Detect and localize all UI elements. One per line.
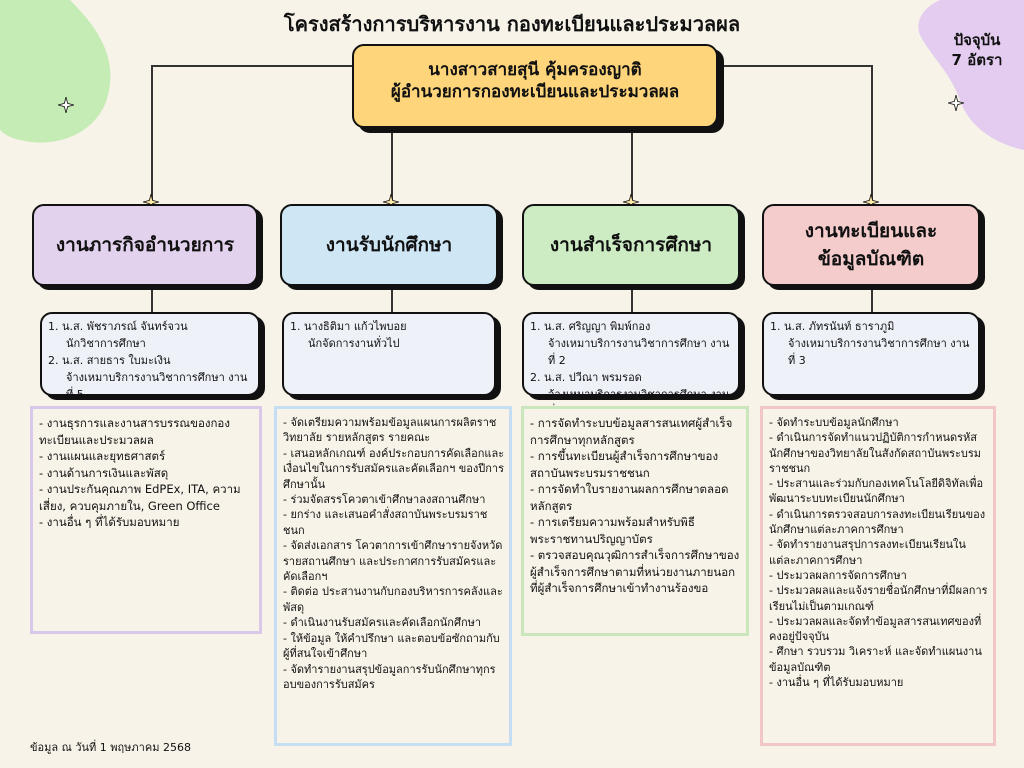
- connector-line: [151, 65, 352, 67]
- task-item: - การเตรียมความพร้อมสำหรับพิธีพระราชทานปริญญาบัตร: [530, 515, 695, 546]
- task-item: - งานอื่น ๆ ที่ได้รับมอบหมาย: [39, 515, 180, 529]
- dept-name: งานภารกิจอำนวยการ: [55, 234, 235, 256]
- connector-line: [631, 286, 633, 312]
- task-list-admin: [30, 406, 262, 634]
- dept-header-admin: [32, 204, 258, 286]
- staff-box-graduation: [522, 312, 740, 401]
- task-item: - งานด้านการเงินและพัสดุ: [39, 465, 169, 480]
- staff-person: 1. นางธิติมา แก้วไพบอย: [290, 320, 407, 333]
- staff-role: จ้างเหมาบริการงานวิชาการศึกษา งานที่ 3: [788, 337, 970, 367]
- headcount-label: [930, 30, 1024, 70]
- headcount-line1: ปัจจุบัน: [953, 31, 1001, 49]
- connector-line: [151, 65, 153, 204]
- sparkle-icon: [948, 95, 964, 111]
- task-item: - ดำเนินงานรับสมัครและคัดเลือกนักศึกษา: [283, 616, 482, 630]
- task-item: - การจัดทำใบรายงานผลการศึกษาตลอดหลักสูตร: [530, 482, 729, 513]
- task-item: - ประสานและร่วมกับกองเทคโนโลยีดิจิทัลเพื่อพัฒนาระบบทะเบียนนักศึกษา: [769, 477, 984, 506]
- task-item: - ศึกษา รวบรวม วิเคราะห์ และจัดทำแผนงานข้อมูลบัณฑิต: [769, 645, 982, 674]
- task-item: - จัดทำรายงานสรุปการลงทะเบียนเรียนในแต่ละภาคการศึกษา: [769, 538, 966, 567]
- footnote: ข้อมูล ณ วันที่ 1 พฤษภาคม 2568: [30, 741, 191, 754]
- task-list-registration: [760, 406, 996, 746]
- connector-line: [391, 128, 393, 204]
- dept-name-line: งานทะเบียนและ: [804, 220, 938, 242]
- task-item: - การขึ้นทะเบียนผู้สำเร็จการศึกษาของสถาบันพระบรมราชชนก: [530, 449, 719, 480]
- task-item: - งานประกันคุณภาพ EdPEx, ITA, ความเสี่ยง, ควบคุมภายใน, Green Office: [39, 482, 241, 513]
- staff-role: นักวิชาการศึกษา: [66, 337, 146, 350]
- connector-line: [631, 128, 633, 204]
- connector-line: [151, 286, 153, 312]
- task-item: - ให้ข้อมูล ให้คำปรึกษา และตอบข้อซักถามกับผู้ที่สนใจเข้าศึกษา: [283, 631, 500, 661]
- task-list-admission: [274, 406, 512, 746]
- task-item: - ร่วมจัดสรรโควตาเข้าศึกษาลงสถานศึกษา: [283, 493, 486, 507]
- dept-name: [805, 217, 937, 273]
- dept-header-registration: [762, 204, 980, 286]
- staff-person: 2. น.ส. สายธาร ใบมะเงิน: [48, 354, 171, 367]
- connector-line: [871, 65, 873, 204]
- director-box: [352, 44, 718, 128]
- staff-box-admission: [282, 312, 496, 396]
- staff-role: นักจัดการงานทั่วไป: [308, 337, 400, 350]
- staff-role: จ้างเหมาบริการงานวิชาการศึกษา งานที่ 5: [66, 371, 248, 401]
- staff-box-registration: [762, 312, 980, 396]
- page-title: โครงสร้างการบริหารงาน กองทะเบียนและประมวลผล: [283, 12, 741, 36]
- task-item: - จัดเตรียมความพร้อมข้อมูลแผนการผลิตราชวิทยาลัย รายหลักสูตร รายคณะ: [283, 416, 497, 445]
- staff-box-admin: [40, 312, 260, 401]
- staff-person: 2. น.ส. ปวีณา พรมรอด: [530, 371, 642, 384]
- staff-person: 1. น.ส. พัชราภรณ์ จันทร์จวน: [48, 320, 188, 333]
- director-position: ผู้อำนวยการกองทะเบียนและประมวลผล: [390, 82, 680, 102]
- staff-role: จ้างเหมาบริการงานวิชาการศึกษา งาน: [548, 388, 730, 401]
- task-item: - จัดทำระบบข้อมูลนักศึกษา: [769, 416, 899, 429]
- task-item: - ติดต่อ ประสานงานกับกองบริหารการคลังและพัสดุ: [283, 585, 503, 614]
- task-item: - ยกร่าง และเสนอคำสั่งสถาบันพระบรมราชชนก: [283, 508, 488, 537]
- task-item: - งานธุรการและงานสารบรรณของกองทะเบียนและประมวลผล: [39, 416, 230, 447]
- task-item: - งานอื่น ๆ ที่ได้รับมอบหมาย: [769, 676, 904, 690]
- task-item: - ดำเนินการจัดทำแนวปฏิบัติการกำหนดรหัสนักศึกษาของวิทยาลัยในสังกัดสถาบันพระบรมราชชนก: [769, 431, 982, 475]
- staff-role: จ้างเหมาบริการงานวิชาการศึกษา งานที่ 2: [548, 337, 730, 367]
- director-name: นางสาวสายสุนี คุ้มครองญาติ: [428, 60, 642, 80]
- connector-line: [718, 65, 871, 67]
- task-item: - ประมวลผลและแจ้งรายชื่อนักศึกษาที่มีผลการเรียนไม่เป็นตามเกณฑ์: [769, 584, 988, 613]
- task-item: - เสนอหลักเกณฑ์ องค์ประกอบการคัดเลือกและเงื่อนไขในการรับสมัครและคัดเลือกฯ ของปีการศึกษานั้น: [283, 446, 505, 491]
- connector-line: [391, 286, 393, 312]
- dept-name: งานสำเร็จการศึกษา: [549, 234, 713, 256]
- dept-name-line: ข้อมูลบัณฑิต: [817, 248, 925, 270]
- dept-name: งานรับนักศึกษา: [325, 234, 453, 256]
- task-item: - ประมวลผลการจัดการศึกษา: [769, 568, 907, 582]
- task-item: - ตรวจสอบคุณวุฒิการสำเร็จการศึกษาของผู้สำเร็จการศึกษาตามที่หน่วยงานภายนอกที่ผู้สำเร็จการศึกษาเข้าทำงานร้องขอ: [530, 548, 740, 595]
- task-item: - จัดทำรายงานสรุปข้อมูลการรับนักศึกษาทุกรอบของการรับสมัคร: [283, 662, 496, 691]
- task-item: - จัดส่งเอกสาร โควตาการเข้าศึกษารายจังหวัดรายสถานศึกษา และประกาศการรับสมัครและคัดเลือกฯ: [283, 539, 503, 584]
- dept-header-admission: [280, 204, 498, 286]
- connector-line: [871, 286, 873, 312]
- task-item: - งานแผนและยุทธศาสตร์: [39, 449, 166, 463]
- task-item: - ดำเนินการตรวจสอบการลงทะเบียนเรียนของนักศึกษาแต่ละภาคการศึกษา: [769, 507, 986, 537]
- dept-header-graduation: [522, 204, 740, 286]
- staff-person: 1. น.ส. ศริญญา พิมพ์กอง: [530, 320, 651, 333]
- task-item: - ประมวลผลและจัดทำข้อมูลสารสนเทศของที่คงอยู่ปัจจุบัน: [769, 614, 982, 644]
- task-list-graduation: [521, 406, 749, 636]
- staff-person: 1. น.ส. ภัทรนันท์ ธาราภูมิ: [770, 320, 895, 333]
- task-item: - การจัดทำระบบข้อมูลสารสนเทศผู้สำเร็จการศึกษาทุกหลักสูตร: [530, 416, 733, 447]
- sparkle-icon: [58, 97, 74, 113]
- headcount-line2: 7 อัตรา: [951, 51, 1003, 69]
